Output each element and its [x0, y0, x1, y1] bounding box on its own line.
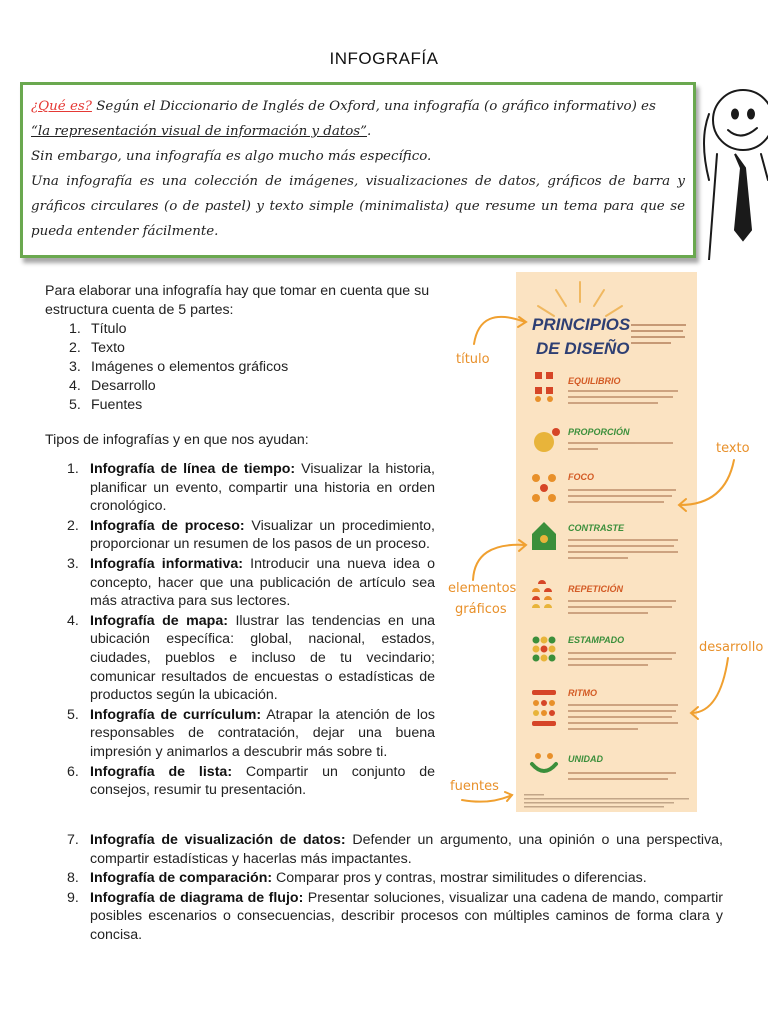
callout-titulo: título — [456, 352, 490, 367]
poster-graphic — [516, 272, 697, 812]
definition-box — [20, 82, 696, 258]
repetition-icon — [532, 580, 552, 608]
design-principles-poster — [516, 272, 697, 812]
callout-texto: texto — [716, 441, 750, 456]
list-label: Título — [91, 321, 127, 337]
type-name: Infografía de comparación: — [90, 870, 273, 887]
definition-line1: Según el Diccionario de Inglés de Oxford, una infografía (o gráfico informativo) es — [91, 99, 656, 114]
arrow-fuentes-icon — [462, 795, 512, 802]
intro-text: Para elaborar una infografía hay que tomar en cuenta que su estructura cuenta de 5 partes: — [45, 283, 430, 318]
list-label: Desarrollo — [91, 378, 156, 394]
poster-intro-text-lines — [631, 324, 686, 344]
type-name: Infografía informativa: — [90, 555, 243, 572]
definition-question: ¿Qué es? — [31, 99, 92, 114]
page-title: INFOGRAFÍA — [329, 49, 439, 68]
list-number: 2. — [67, 517, 79, 534]
poster-text-lines — [568, 772, 676, 780]
types-list-item — [45, 763, 435, 800]
type-description: Atrapar la atención de los responsables de contratación, dejar una buena impresión y animarlos a descubrir más sobre ti. — [90, 706, 435, 760]
types-list-item — [45, 869, 723, 888]
poster-text-lines — [568, 704, 678, 730]
type-name: Infografía de currículum: — [90, 706, 262, 723]
poster-text-lines — [568, 442, 673, 450]
type-name: Infografía de visualización de datos: — [90, 832, 346, 848]
poster-heading: PROPORCIÓN — [568, 427, 630, 437]
list-number: 5. — [69, 397, 81, 413]
type-description: Visualizar la historia, planificar un evento, compartir una historia en orden cronológico. — [90, 461, 436, 515]
type-description: Visualizar un procedimiento, proporcionar un resumen de los pasos de un proceso. — [90, 517, 435, 553]
type-description: Presentar soluciones, visualizar una cadena de mando, compartir posibles escenarios o consecuencias, describir procesos con múltiples caminos de forma clara y concisa. — [90, 889, 723, 943]
definition-line3: Una infografía es una colección de imágenes, visualizaciones de datos, gráficos de barra y gráficos circulares (o de pastel) y texto simple (minimalista) que resume un tema para que se pueda entender fácilmente. — [31, 174, 685, 239]
poster-heading: EQUILIBRIO — [568, 376, 621, 386]
list-number: 6. — [67, 763, 79, 780]
types-list-item — [45, 612, 435, 705]
poster-text-lines — [568, 652, 676, 666]
poster-text-lines — [568, 600, 676, 614]
callout-elementos-line2: gráficos — [455, 602, 507, 617]
list-number: 1. — [69, 321, 81, 337]
list-label: Texto — [91, 340, 125, 356]
equilibrium-icon — [535, 372, 553, 402]
parts-list-item — [69, 358, 435, 377]
types-list-item — [45, 889, 723, 945]
types-list-wide — [45, 831, 723, 946]
type-name: Infografía de proceso: — [90, 517, 245, 534]
definition-quote: “la representación visual de información y datos” — [31, 124, 367, 139]
list-number: 5. — [67, 706, 79, 723]
definition-paragraph-1 — [31, 94, 685, 119]
list-number: 3. — [69, 359, 81, 375]
types-list-item — [45, 706, 435, 762]
list-number: 4. — [67, 612, 79, 629]
types-list-item — [45, 555, 435, 611]
type-description: Introducir una nueva idea o concepto, hacer que una publicación de artículo sea más atractiva para sus lectores. — [90, 555, 435, 610]
parts-list-item — [69, 339, 435, 358]
sun-rays-icon — [538, 282, 622, 316]
proportion-icon — [534, 428, 560, 452]
type-name: Infografía de línea de tiempo: — [90, 461, 296, 477]
poster-title-line2: DE DISEÑO — [536, 339, 630, 358]
poster-title-line1: PRINCIPIOS — [532, 315, 631, 334]
types-list-item — [45, 517, 435, 554]
poster-heading: RITMO — [568, 688, 597, 698]
list-number: 1. — [67, 461, 79, 477]
list-number: 9. — [67, 889, 79, 906]
arrow-desarrollo-icon — [692, 658, 728, 713]
list-number: 8. — [67, 870, 79, 887]
definition-line2: Sin embargo, una infografía es algo mucho más específico. — [31, 149, 432, 164]
type-name: Infografía de diagrama de flujo: — [90, 889, 304, 906]
list-number: 3. — [67, 555, 79, 572]
poster-heading: FOCO — [568, 472, 594, 482]
list-label: Imágenes o elementos gráficos — [91, 359, 289, 375]
poster-heading: UNIDAD — [568, 754, 603, 764]
intro-section — [45, 282, 435, 415]
parts-list-item — [69, 377, 435, 396]
list-number: 2. — [69, 340, 81, 356]
list-number: 4. — [69, 378, 81, 394]
poster-text-lines — [568, 539, 678, 559]
definition-quote-end: . — [367, 124, 372, 139]
poster-text-lines — [568, 390, 678, 404]
poster-heading: REPETICIÓN — [568, 584, 624, 594]
rhythm-icon — [532, 690, 556, 726]
poster-text-lines — [568, 489, 676, 503]
type-name: Infografía de mapa: — [90, 612, 228, 629]
poster-heading: CONTRASTE — [568, 523, 624, 533]
unity-icon — [532, 753, 556, 771]
type-description: Compartir un conjunto de consejos, resumir tu presentación. — [90, 763, 436, 799]
pattern-icon — [533, 637, 556, 662]
definition-quote-paragraph — [31, 119, 685, 144]
parts-list — [45, 320, 435, 415]
contrast-icon — [532, 522, 556, 550]
poster-sources-lines — [524, 794, 689, 808]
cartoon-character-image — [695, 80, 768, 260]
parts-list-item — [69, 320, 435, 339]
callout-desarrollo: desarrollo — [699, 640, 764, 655]
type-description: Comparar pros y contras, mostrar similitudes o diferencias. — [272, 870, 647, 887]
list-number: 7. — [67, 832, 79, 848]
type-description: Ilustrar las tendencias en una ubicación específica: global, nacional, estados, ciudades, pueblos e incluso de tu vecindario; comunicar resultados de encuestas o estadísticas de productos según la ubicación. — [90, 612, 435, 704]
callout-fuentes: fuentes — [450, 779, 499, 794]
arrowhead-icon — [505, 792, 512, 801]
type-description: Defender un argumento, una opinión o una perspectiva, compartir estadísticas y hacerlas más impactantes. — [90, 832, 724, 867]
types-list — [45, 460, 435, 801]
list-label: Fuentes — [91, 397, 143, 413]
types-list-item — [45, 460, 435, 516]
focus-icon — [532, 474, 556, 502]
type-name: Infografía de lista: — [90, 763, 233, 780]
types-list-item — [45, 831, 723, 868]
parts-list-item — [69, 396, 435, 415]
callout-elementos-line1: elementos — [448, 581, 517, 596]
poster-heading: ESTAMPADO — [568, 635, 625, 645]
types-heading: Tipos de infografías y en que nos ayudan: — [45, 432, 309, 448]
